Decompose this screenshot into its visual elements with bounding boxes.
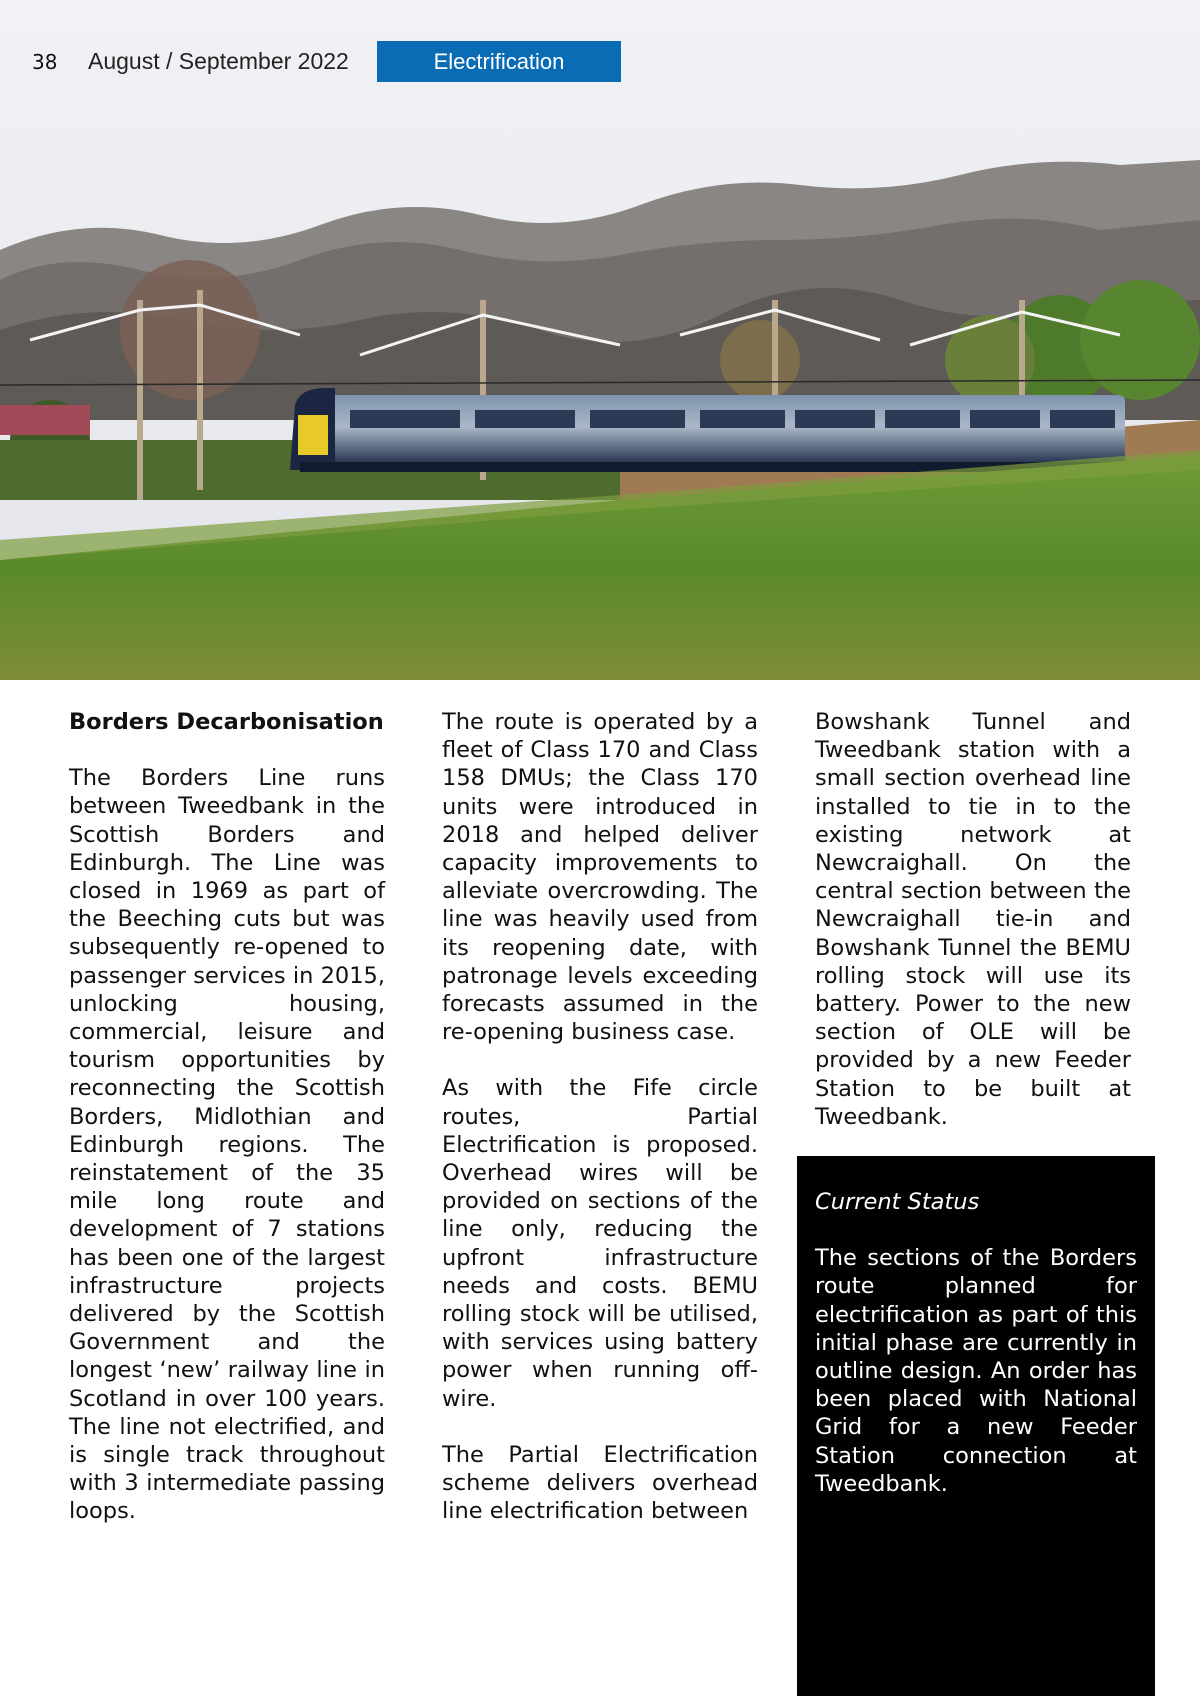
article-column-1 [69,708,385,1554]
train-photo-icon [0,0,1200,680]
paragraph: Bowshank Tunnel and Tweedbank station with a small section overhead line installed to tie in to the existing network at Newcraighall. On the central section between the Newcraighall tie-in and Bowshank Tunnel the BEMU rolling stock will use its battery. Power to the new section of OLE will be provided by a new Feeder Station to be built at Tweedbank. [815,709,1131,1130]
paragraph: The Partial Electrification scheme delivers overhead line electrification between [442,1441,758,1525]
hero-train-photo [0,0,1200,680]
article-column-3 [815,708,1131,1159]
article-column-2 [442,708,758,1553]
article-heading: Borders Decarbonisation [69,709,384,735]
status-body: The sections of the Borders route planned for electrification as part of this initial phase are currently in outline design. An order has been placed with National Grid for a new Feeder Station connection at Tweedbank. [815,1245,1137,1497]
paragraph: As with the Fife circle routes, Partial Electrification is proposed. Overhead wires will be provided on sections of the line only, reducing the upfront infrastructure needs and costs. BEMU rolling stock will be utilised, with services using battery power when running off-wire. [442,1075,758,1412]
paragraph: The Borders Line runs between Tweedbank in the Scottish Borders and Edinburgh. The Line was closed in 1969 as part of the Beeching cuts but was subsequently re-opened to passenger services in 2015, unlocking housing, commercial, leisure and tourism opportunities by reconnecting the Scottish Borders, Midlothian and Edinburgh regions. The reinstatement of the 35 mile long route and development of 7 stations has been one of the largest infrastructure projects delivered by the Scottish Government and the longest ‘new’ railway line in Scotland in over 100 years. The line not electrified, and is single track throughout with 3 intermediate passing loops. [69,765,385,1525]
current-status-box [797,1156,1155,1696]
page-number: 38 [32,50,58,74]
paragraph: The route is operated by a fleet of Class 170 and Class 158 DMUs; the Class 170 units were introduced in 2018 and helped deliver capacity improvements to alleviate overcrowding. The line was heavily used from its reopening date, with patronage levels exceeding forecasts assumed in the re-opening business case. [442,709,758,1046]
section-tab-electrification: Electrification [377,41,621,82]
status-content [815,1188,1137,1498]
page-header [0,40,1200,82]
issue-date: August / September 2022 [88,48,349,74]
status-title: Current Status [815,1189,980,1215]
